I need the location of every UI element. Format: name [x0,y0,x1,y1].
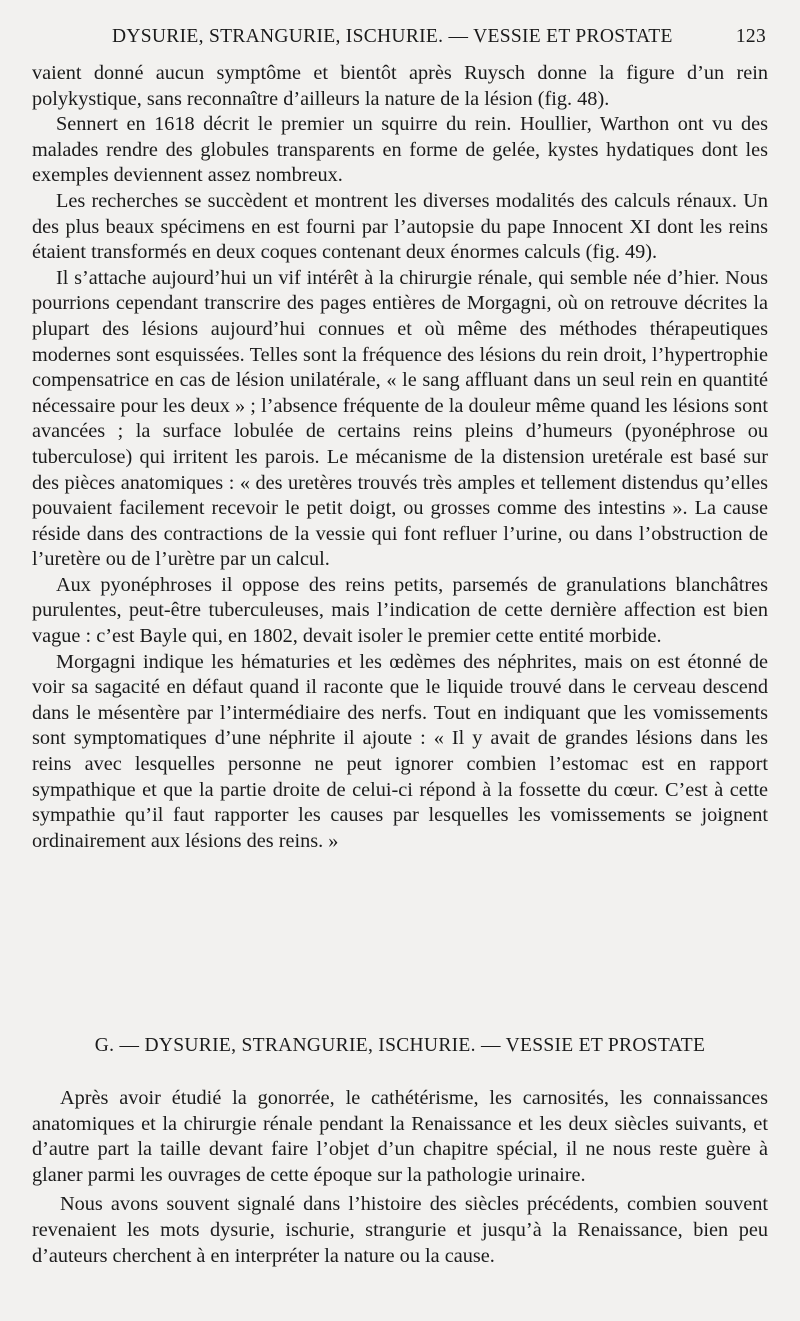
paragraph-pyonephroses: Aux pyonéphroses il oppose des reins petits, parsemés de granulations blanchâtres purulentes, peut-être tuberculeuses, mais l’indication de cette dernière affection est bien vague : c’est Bayle qui, en 1802, devait isoler le premier cette entité morbide. [32,573,768,648]
section-heading: G. — DYSURIE, STRANGURIE, ISCHURIE. — VESSIE ET PROSTATE [94,1035,706,1056]
paragraph-ruysch: vaient donné aucun symptôme et bientôt après Ruysch donne la figure d’un rein polykystique, sans reconnaître d’ailleurs la nature de la lésion (fig. 48). [32,62,768,110]
paragraph-morgagni-chirurgie: Il s’attache aujourd’hui un vif intérêt à la chirurgie rénale, qui semble née d’hier. Nous pourrions cependant transcrire des pages entières de Morgagni, où on retrouve décrites la plupart des lésions aujourd’hui connues et où même des méthodes thérapeutiques modernes sont esquissées. Telles sont la fréquence des lésions du rein droit, l’hypertrophie compensatrice en cas de lésion unilatérale, « le sang affluant dans un seul rein en quantité nécessaire pour les deux » ; l’absence fréquente de la douleur même quand les lésions sont avancées ; la surface lobulée de certains reins pleins d’humeurs (pyonéphrose ou tuberculose) qui irritent les parois. Le mécanisme de la distension uretérale est basé sur des pièces anatomiques : « des uretères trouvés très amples et tellement distendus qu’elles pouvaient facilement recevoir le petit doigt, ou grosses comme des intestins ». La cause réside dans des contractions de la vessie qui font refluer l’urine, ou dans l’obstruction de l’uretère ou de l’urètre par un calcul. [32,266,768,571]
paragraph-hematuries: Morgagni indique les hématuries et les œdèmes des néphrites, mais on est étonné de voir sa sagacité en défaut quand il raconte que le liquide trouvé dans le cerveau descend dans le mésentère par l’intermédiaire des nerfs. Tout en indiquant que les vomissements sont symptomatiques d’une néphrite il ajoute : « Il y avait de grandes lésions dans les reins avec lesquelles personne ne peut ignorer combien l’estomac est en rapport sympathique et que la partie droite de celui-ci répond à la fossette du cœur. C’est à cette sympathie qu’il faut rapporter les causes par lesquelles les vomissements se joignent ordinairement aux lésions des reins. » [32,650,768,852]
section-text [32,1086,768,1269]
paragraph-gonorree: Après avoir étudié la gonorrée, le cathétérisme, les carnosités, les connaissances anatomiques et la chirurgie rénale pendant la Renaissance et les deux siècles suivants, et d’autre part la taille devant faire l’objet d’un chapitre spécial, il ne nous reste guère à glaner parmi les ouvrages de cette époque sur la pathologie urinaire. [32,1087,768,1186]
paragraph-calculs: Les recherches se succèdent et montrent les diverses modalités des calculs rénaux. Un des plus beaux spécimens en est fourni par l’autopsie du pape Innocent XI dont les reins étaient transformés en deux coques contenant deux énormes calculs (fig. 49). [32,189,768,264]
paragraph-dysurie: Nous avons souvent signalé dans l’histoire des siècles précédents, combien souvent revenaient les mots dysurie, ischurie, strangurie et jusqu’à la Renaissance, bien peu d’auteurs cherchent à en interpréter la nature ou la cause. [32,1193,768,1267]
running-head [32,26,768,54]
running-head-title: DYSURIE, STRANGURIE, ISCHURIE. — VESSIE ET PROSTATE [112,26,673,47]
page-number: 123 [735,26,766,47]
paragraph-sennert: Sennert en 1618 décrit le premier un squirre du rein. Houllier, Warthon ont vu des malades rendre des globules transparents en forme de gelée, kystes hydatiques dont les exemples deviennent assez nombreux. [32,113,768,187]
main-text [32,61,768,854]
